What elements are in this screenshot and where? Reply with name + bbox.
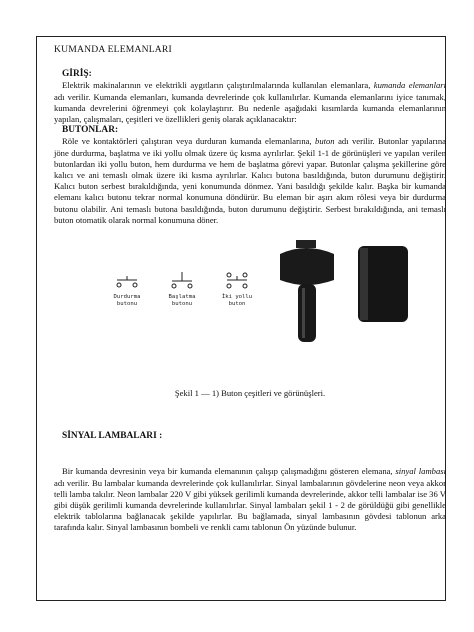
sinyal-term: sinyal lambası	[395, 466, 446, 477]
button-figure	[54, 236, 446, 386]
sinyal-paragraph: Bir kumanda devresinin veya bir kumanda elemanının çalışıp çalışmadığını gösteren elemana, sinyal lambası adı verilir. Bu lambalar kumanda devrelerinde çok kullanılırlar. Sinyal lambalarının gövdelerine neon veya akkor telli lamba takılır. Neon lambalar 220 V gibi yüksek gerilimli kumanda devrelerinde, akkor telli lambalar ise 36 V gibi düşük gerilimli kumanda devrelerinde kullanılırlar. Sinyal lambaları şekil 1 - 2 de görüldüğü gibi genellikle elektrik tablolarına bağlanacak şekilde yapılırlar. Bu bağlamada, sinyal lambasının gövdesi tablonun arka tarafında kalır. Sinyal lambasının bombeli ve renkli camı tablonun Ön yüzünde bulunur.	[54, 466, 446, 533]
button-housing-photo	[354, 244, 412, 326]
pushbutton-photo	[272, 240, 342, 348]
start-button-symbol	[169, 272, 195, 290]
start-button-label: Başlatma butonu	[168, 294, 196, 307]
butonlar-paragraph: Röle ve kontaktörleri çalıştıran veya durduran kumanda elemanlarına, buton adı verilir. Butonlar yapılarına jöne durdurma, başlatma ve iki yollu olmak üzere üç kısma ayrılırlar. Şekil 1-1 de görünüşleri ve yapılan verilen butonlardan iki yollu buton, hem durdurma ve hem de başlatma görevi yapar. Butonlar çalışma şekillerine göre kalıcı ve ani temaslı olmak üzere iki kısma ayrılırlar. Kalıcı butona basıldığında, buton durumunu değiştirir. Kalıcı buton serbest bırakıldığında, yeni konumunda dönmez. Yani basıldığı şekilde kalır. Başka bir kumanda elemanı kalıcı butonu tekrar normal konumuna döndürür. Bu eleman bir aşırı akım rölesi veya bir durdurma butonu olabilir. Ani temaslı butona basıldığında, buton durumunu değiştirir. Serbest bırakıldığında, ani temaslı buton otomatik olarak normal konumuna döner.	[54, 136, 446, 225]
two-way-button-symbol	[224, 272, 250, 290]
stop-button-symbol	[114, 276, 140, 290]
stop-button-label: Durdurma butonu	[113, 294, 141, 307]
giris-heading: GİRİŞ:	[62, 69, 92, 80]
document-title: KUMANDA ELEMANLARI	[54, 44, 172, 55]
butonlar-heading: BUTONLAR:	[62, 125, 119, 136]
sinyal-heading: SİNYAL LAMBALARI :	[62, 431, 163, 442]
document-body	[54, 44, 446, 534]
two-way-button-label: İki yollu buton	[221, 294, 253, 307]
butonlar-term: buton	[315, 136, 335, 147]
giris-paragraph: Elektrik makinalarının ve elektrikli aygıtların çalıştırılmalarında kullanılan elemanlara, kumanda elemanları adı verilir. Kumanda elemanları, kumanda devrelerinde çok kullanılırlar. Kumanda elemanlarını iyice tanımak, kumanda devrelerini öğrenmeyi çok kolaylaştırır. Bu nedenle aşağıdaki kısımlarda kumanda elemanlarının yapılan, çalışmaları, çeşitleri ve özellikleri geniş olarak açıklanacaktır:	[54, 80, 446, 125]
giris-term: kumanda elemanları	[373, 80, 446, 91]
figure-caption: Şekil 1 — 1) Buton çeşitleri ve görünüşleri.	[174, 388, 326, 399]
